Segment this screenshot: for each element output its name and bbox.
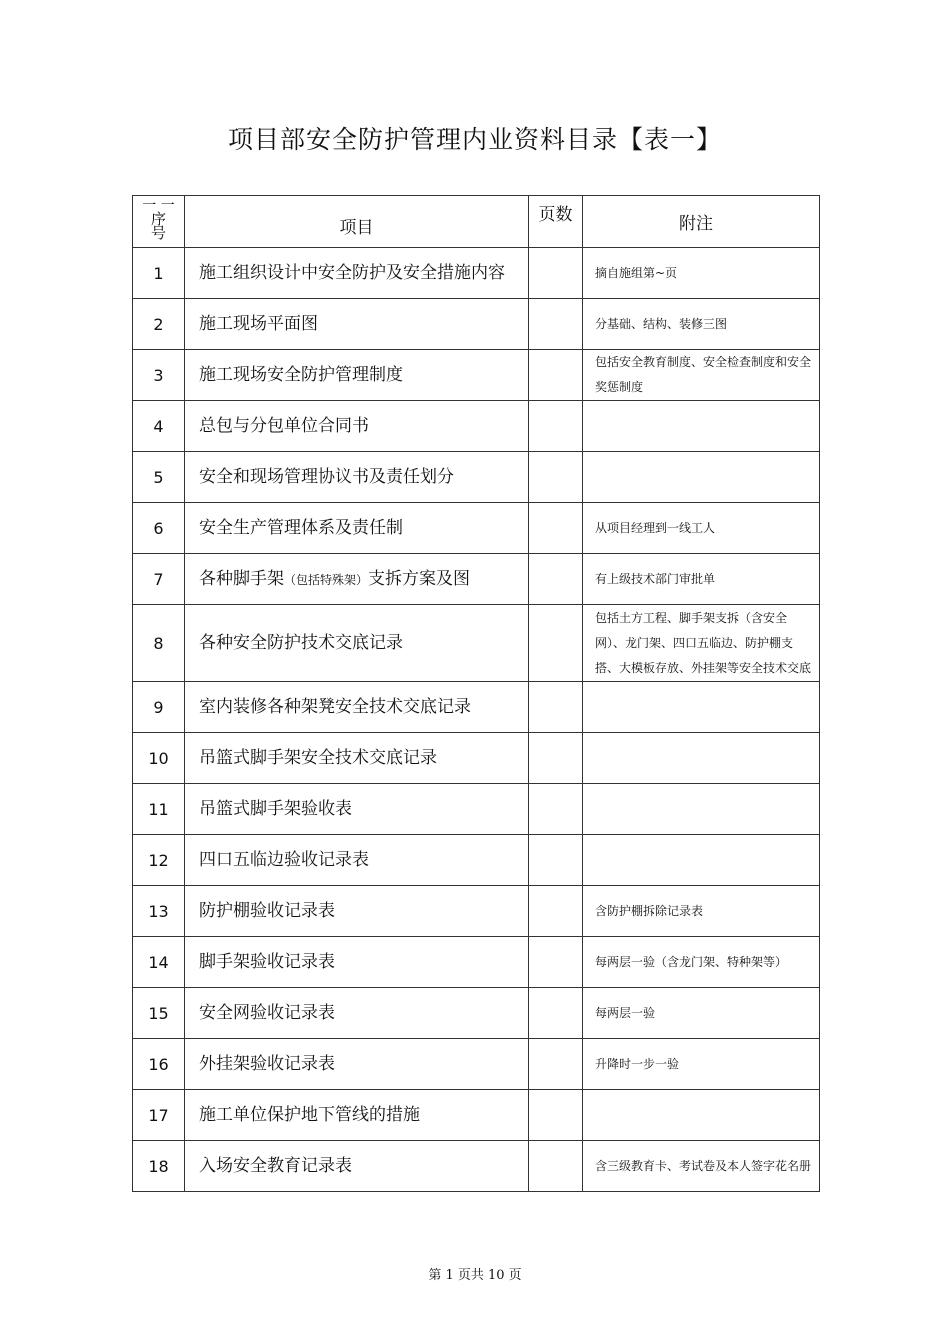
row-note: 摘自施组第~页 xyxy=(583,248,820,299)
row-number: 6 xyxy=(133,503,185,554)
table-row xyxy=(133,937,820,988)
table-row xyxy=(133,1090,820,1141)
table-row xyxy=(133,682,820,733)
row-pages xyxy=(529,401,583,452)
row-item: 施工组织设计中安全防护及安全措施内容 xyxy=(185,248,529,299)
row-item: 外挂架验收记录表 xyxy=(185,1039,529,1090)
header-serial-line2: 号 xyxy=(150,223,166,242)
row-pages xyxy=(529,554,583,605)
header-pages: 页数 xyxy=(529,196,583,248)
row-pages xyxy=(529,452,583,503)
row-item: 安全生产管理体系及责任制 xyxy=(185,503,529,554)
row-note: 有上级技术部门审批单 xyxy=(583,554,820,605)
row-pages xyxy=(529,937,583,988)
row-item-text: 各种脚手架 xyxy=(199,568,284,589)
row-number: 1 xyxy=(133,248,185,299)
row-pages xyxy=(529,886,583,937)
row-pages xyxy=(529,503,583,554)
document-title: 项目部安全防护管理内业资料目录【表一】 xyxy=(227,125,722,154)
row-item-text: 支拆方案及图 xyxy=(368,568,471,589)
header-serial-number xyxy=(133,196,185,248)
row-item-parenthetical: （包括特殊架） xyxy=(284,572,369,587)
table-row xyxy=(133,1039,820,1090)
table-header-row xyxy=(133,196,820,248)
table-row xyxy=(133,248,820,299)
table-row xyxy=(133,452,820,503)
row-note: 含三级教育卡、考试卷及本人签字花名册 xyxy=(583,1141,820,1192)
row-number: 9 xyxy=(133,682,185,733)
table-row xyxy=(133,835,820,886)
row-pages xyxy=(529,988,583,1039)
row-number: 16 xyxy=(133,1039,185,1090)
row-item: 四口五临边验收记录表 xyxy=(185,835,529,886)
table-row xyxy=(133,988,820,1039)
row-number: 14 xyxy=(133,937,185,988)
row-note: 每两层一验 xyxy=(583,988,820,1039)
table-row xyxy=(133,605,820,682)
page-footer: 第 1 页共 10 页 xyxy=(428,1268,522,1283)
row-item: 安全和现场管理协议书及责任划分 xyxy=(185,452,529,503)
row-number: 11 xyxy=(133,784,185,835)
row-note xyxy=(583,401,820,452)
row-note: 包括安全教育制度、安全检查制度和安全奖惩制度 xyxy=(583,350,820,401)
table-row xyxy=(133,350,820,401)
header-serial-line1: 序 xyxy=(150,209,166,228)
row-item: 入场安全教育记录表 xyxy=(185,1141,529,1192)
row-pages xyxy=(529,1141,583,1192)
row-item: 吊篮式脚手架验收表 xyxy=(185,784,529,835)
row-pages xyxy=(529,299,583,350)
table-row xyxy=(133,299,820,350)
row-pages xyxy=(529,1090,583,1141)
row-note: 含防护棚拆除记录表 xyxy=(583,886,820,937)
table-row xyxy=(133,886,820,937)
table-row xyxy=(133,401,820,452)
row-item: 防护棚验收记录表 xyxy=(185,886,529,937)
row-item: 施工单位保护地下管线的措施 xyxy=(185,1090,529,1141)
row-pages xyxy=(529,248,583,299)
row-number: 4 xyxy=(133,401,185,452)
row-pages xyxy=(529,605,583,682)
row-number: 18 xyxy=(133,1141,185,1192)
directory-table xyxy=(132,195,820,1192)
row-note xyxy=(583,682,820,733)
row-note: 包括土方工程、脚手架支拆（含安全网）、龙门架、四口五临边、防护棚支搭、大模板存放、外挂架等安全技术交底 xyxy=(583,605,820,682)
row-note xyxy=(583,733,820,784)
row-pages xyxy=(529,350,583,401)
row-note xyxy=(583,452,820,503)
row-item: 施工现场安全防护管理制度 xyxy=(185,350,529,401)
table-row xyxy=(133,503,820,554)
row-note: 升降时一步一验 xyxy=(583,1039,820,1090)
row-number: 17 xyxy=(133,1090,185,1141)
row-item: 脚手架验收记录表 xyxy=(185,937,529,988)
row-pages xyxy=(529,682,583,733)
row-number: 12 xyxy=(133,835,185,886)
row-item xyxy=(185,554,529,605)
row-number: 7 xyxy=(133,554,185,605)
table-row xyxy=(133,1141,820,1192)
row-number: 15 xyxy=(133,988,185,1039)
header-note: 附注 xyxy=(583,196,820,248)
row-note: 从项目经理到一线工人 xyxy=(583,503,820,554)
row-number: 5 xyxy=(133,452,185,503)
row-number: 8 xyxy=(133,605,185,682)
row-note xyxy=(583,784,820,835)
row-pages xyxy=(529,835,583,886)
row-item: 总包与分包单位合同书 xyxy=(185,401,529,452)
row-note: 每两层一验（含龙门架、特种架等） xyxy=(583,937,820,988)
row-item: 室内装修各种架凳安全技术交底记录 xyxy=(185,682,529,733)
row-note: 分基础、结构、装修三图 xyxy=(583,299,820,350)
header-serial-dashes: 一 一 xyxy=(142,197,175,214)
row-number: 2 xyxy=(133,299,185,350)
row-note xyxy=(583,1090,820,1141)
row-note xyxy=(583,835,820,886)
table-row xyxy=(133,784,820,835)
row-pages xyxy=(529,733,583,784)
row-item: 吊篮式脚手架安全技术交底记录 xyxy=(185,733,529,784)
table-row xyxy=(133,733,820,784)
row-number: 13 xyxy=(133,886,185,937)
row-item: 各种安全防护技术交底记录 xyxy=(185,605,529,682)
table-row xyxy=(133,554,820,605)
row-pages xyxy=(529,1039,583,1090)
row-pages xyxy=(529,784,583,835)
header-item: 项目 xyxy=(185,196,529,248)
row-item: 安全网验收记录表 xyxy=(185,988,529,1039)
row-number: 10 xyxy=(133,733,185,784)
row-number: 3 xyxy=(133,350,185,401)
row-item: 施工现场平面图 xyxy=(185,299,529,350)
